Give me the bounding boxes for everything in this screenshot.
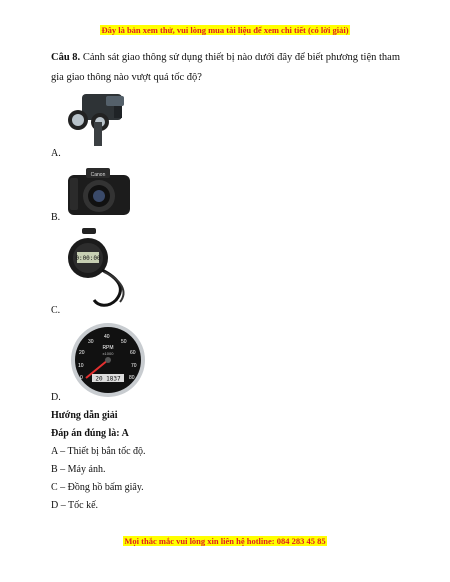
- question-number: Câu 8.: [51, 52, 81, 63]
- hotline-banner: Mọi thắc mắc vui lòng xin liên hệ hotline: 084 283 45 85: [124, 536, 326, 546]
- speedometer-image: [66, 322, 150, 398]
- gauge-number: 40: [104, 334, 110, 340]
- option-d-label: D.: [51, 392, 61, 403]
- stopwatch-image: [68, 228, 148, 314]
- speed-gun-image: [66, 92, 130, 152]
- gauge-number: 50: [121, 339, 127, 345]
- gauge-number: 10: [78, 363, 84, 369]
- stopwatch-display-text: 0:00:00: [75, 255, 101, 262]
- gauge-number: 60: [130, 350, 136, 356]
- gauge-number: 30: [88, 339, 94, 345]
- option-b-label: B.: [51, 212, 61, 223]
- gauge-unit-text: RPM: [102, 345, 114, 351]
- gauge-sub-text: x1000: [102, 351, 114, 356]
- question: [51, 48, 411, 88]
- explanation-d: D – Tốc kế.: [51, 500, 99, 511]
- gauge-number: 80: [129, 375, 135, 381]
- explanation-b: B – Máy ảnh.: [51, 464, 106, 475]
- preview-banner: Đây là bản xem thử, vui lòng mua tài liệu để xem chi tiết (có lời giải): [101, 25, 349, 35]
- gauge-number: 70: [131, 363, 137, 369]
- question-text: Cảnh sát giao thông sử dụng thiết bị nào dưới đây để biết phương tiện tham gia giao thông nào vượt quá tốc độ?: [51, 52, 400, 83]
- explanation-c: C – Đồng hồ bấm giây.: [51, 482, 144, 493]
- option-c-label: C.: [51, 305, 61, 316]
- camera-brand-text: Canon: [90, 172, 106, 178]
- guide-title: Hướng dẫn giải: [51, 410, 118, 421]
- answer-line: Đáp án đúng là: A: [51, 428, 129, 439]
- gauge-number: 0: [80, 375, 83, 381]
- option-a-label: A.: [51, 148, 61, 159]
- gauge-number: 20: [79, 350, 85, 356]
- explanation-a: A – Thiết bị bắn tốc độ.: [51, 446, 146, 457]
- camera-image: [66, 165, 132, 217]
- odometer-text: 20 1837: [95, 375, 121, 383]
